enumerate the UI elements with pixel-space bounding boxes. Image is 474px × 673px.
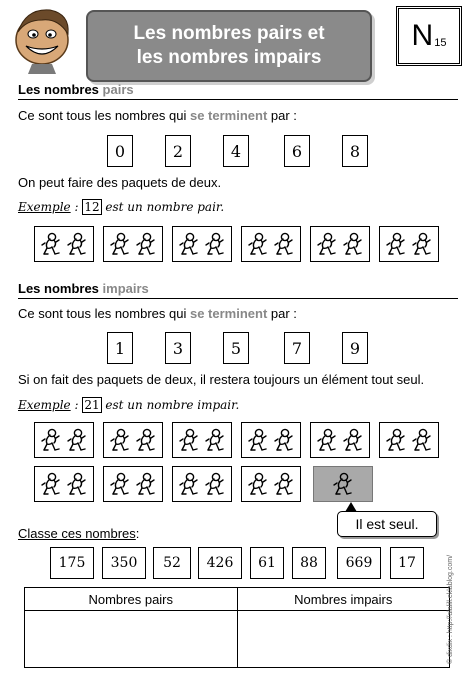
person-figure <box>67 428 87 452</box>
classify-heading-text: Classe ces nombres <box>18 526 136 541</box>
number-to-sort: 350 <box>102 547 146 579</box>
pairs-heading <box>18 82 134 97</box>
page-title-line2: les nombres impairs <box>136 47 322 68</box>
even-digit: 8 <box>342 135 368 167</box>
person-figure <box>179 472 199 496</box>
impairs-example-text: est un nombre impair. <box>101 398 240 412</box>
person-figure <box>317 232 337 256</box>
person-figure <box>317 428 337 452</box>
pair-group <box>34 466 94 502</box>
mascot-illustration <box>6 4 76 74</box>
odd-digit: 9 <box>342 332 368 364</box>
even-digit: 6 <box>284 135 310 167</box>
pair-group <box>172 226 232 262</box>
classify-heading-colon: : <box>135 526 140 541</box>
odd-digit: 5 <box>223 332 249 364</box>
pair-group <box>34 226 94 262</box>
number-to-sort: 17 <box>390 547 424 579</box>
impairs-example <box>18 398 239 412</box>
person-figure <box>136 428 156 452</box>
pairs-intro-after: par : <box>267 108 297 123</box>
person-figure <box>205 232 225 256</box>
impairs-intro-highlight: se terminent <box>189 306 268 321</box>
credit-text: © dixdix : http://alalill.eklablog.com/ <box>447 554 454 664</box>
pairs-heading-highlight: pairs <box>102 82 134 97</box>
pairs-example-colon: : <box>70 200 83 214</box>
person-figure <box>179 232 199 256</box>
number-to-sort: 52 <box>153 547 191 579</box>
person-figure <box>386 232 406 256</box>
answer-cell-pairs[interactable] <box>25 611 238 668</box>
person-figure <box>110 428 130 452</box>
number-to-sort: 88 <box>292 547 326 579</box>
pair-group <box>379 422 439 458</box>
pair-group <box>241 422 301 458</box>
person-figure <box>274 428 294 452</box>
column-header-impairs: Nombres impairs <box>237 588 450 611</box>
number-to-sort: 61 <box>250 547 284 579</box>
pairs-example <box>18 200 224 214</box>
impairs-example-number: 21 <box>84 398 100 412</box>
person-figure <box>205 472 225 496</box>
person-figure <box>343 232 363 256</box>
number-to-sort: 175 <box>50 547 94 579</box>
sheet-code-letter: N <box>411 19 434 52</box>
person-figure <box>41 472 61 496</box>
person-figure <box>412 428 432 452</box>
impairs-packets-text: Si on fait des paquets de deux, il restera toujours un élément tout seul. <box>18 372 425 387</box>
person-figure <box>248 428 268 452</box>
even-digit: 4 <box>223 135 249 167</box>
page-title <box>86 10 372 82</box>
sorting-table <box>24 587 450 668</box>
person-figure <box>412 232 432 256</box>
impairs-heading-highlight: impairs <box>102 281 149 296</box>
pair-group <box>172 422 232 458</box>
pairs-packets-text: On peut faire des paquets de deux. <box>18 175 222 190</box>
person-figure <box>205 428 225 452</box>
pair-group <box>310 422 370 458</box>
number-to-sort: 669 <box>337 547 381 579</box>
pair-group <box>379 226 439 262</box>
person-figure <box>41 232 61 256</box>
classify-heading <box>18 526 139 541</box>
pairs-intro-before: Ce sont tous les nombres qui <box>18 108 190 123</box>
person-figure <box>67 232 87 256</box>
odd-digit: 3 <box>165 332 191 364</box>
person-figure <box>110 472 130 496</box>
person-figure <box>343 428 363 452</box>
impairs-example-label: Exemple <box>18 398 71 412</box>
pairs-intro-highlight: se terminent <box>189 108 268 123</box>
pair-group <box>310 226 370 262</box>
even-digit: 0 <box>107 135 133 167</box>
pair-group <box>103 466 163 502</box>
person-figure <box>136 472 156 496</box>
pair-group <box>103 422 163 458</box>
pair-group <box>241 226 301 262</box>
impairs-heading-prefix: Les nombres <box>18 281 103 296</box>
sheet-code <box>396 6 462 66</box>
column-header-pairs: Nombres pairs <box>25 588 238 611</box>
person-figure <box>41 428 61 452</box>
person-figure <box>248 472 268 496</box>
page-title-line1: Les nombres pairs et <box>133 23 325 44</box>
pair-group <box>241 466 301 502</box>
impairs-intro-before: Ce sont tous les nombres qui <box>18 306 190 321</box>
even-digit: 2 <box>165 135 191 167</box>
pairs-heading-rule <box>18 99 458 100</box>
pairs-example-number: 12 <box>84 200 100 214</box>
person-figure <box>67 472 87 496</box>
pair-group <box>172 466 232 502</box>
pair-group <box>34 422 94 458</box>
person-figure <box>110 232 130 256</box>
sheet-code-number: 15 <box>434 37 447 49</box>
impairs-intro <box>18 306 297 321</box>
pairs-heading-prefix: Les nombres <box>18 82 103 97</box>
person-figure <box>136 232 156 256</box>
speech-bubble: Il est seul. <box>337 511 437 537</box>
person-figure <box>179 428 199 452</box>
answer-cell-impairs[interactable] <box>237 611 450 668</box>
pairs-example-label: Exemple <box>18 200 71 214</box>
pairs-example-text: est un nombre pair. <box>101 200 225 214</box>
person-figure <box>333 472 353 496</box>
person-figure <box>248 232 268 256</box>
impairs-heading-rule <box>18 298 458 299</box>
person-figure <box>274 472 294 496</box>
impairs-intro-after: par : <box>267 306 297 321</box>
number-to-sort: 426 <box>198 547 242 579</box>
impairs-example-colon: : <box>70 398 83 412</box>
pairs-intro <box>18 108 297 123</box>
odd-digit: 7 <box>284 332 310 364</box>
person-figure <box>274 232 294 256</box>
odd-digit: 1 <box>107 332 133 364</box>
person-figure <box>386 428 406 452</box>
pair-group <box>103 226 163 262</box>
impairs-heading <box>18 281 149 296</box>
lonely-element <box>313 466 373 502</box>
